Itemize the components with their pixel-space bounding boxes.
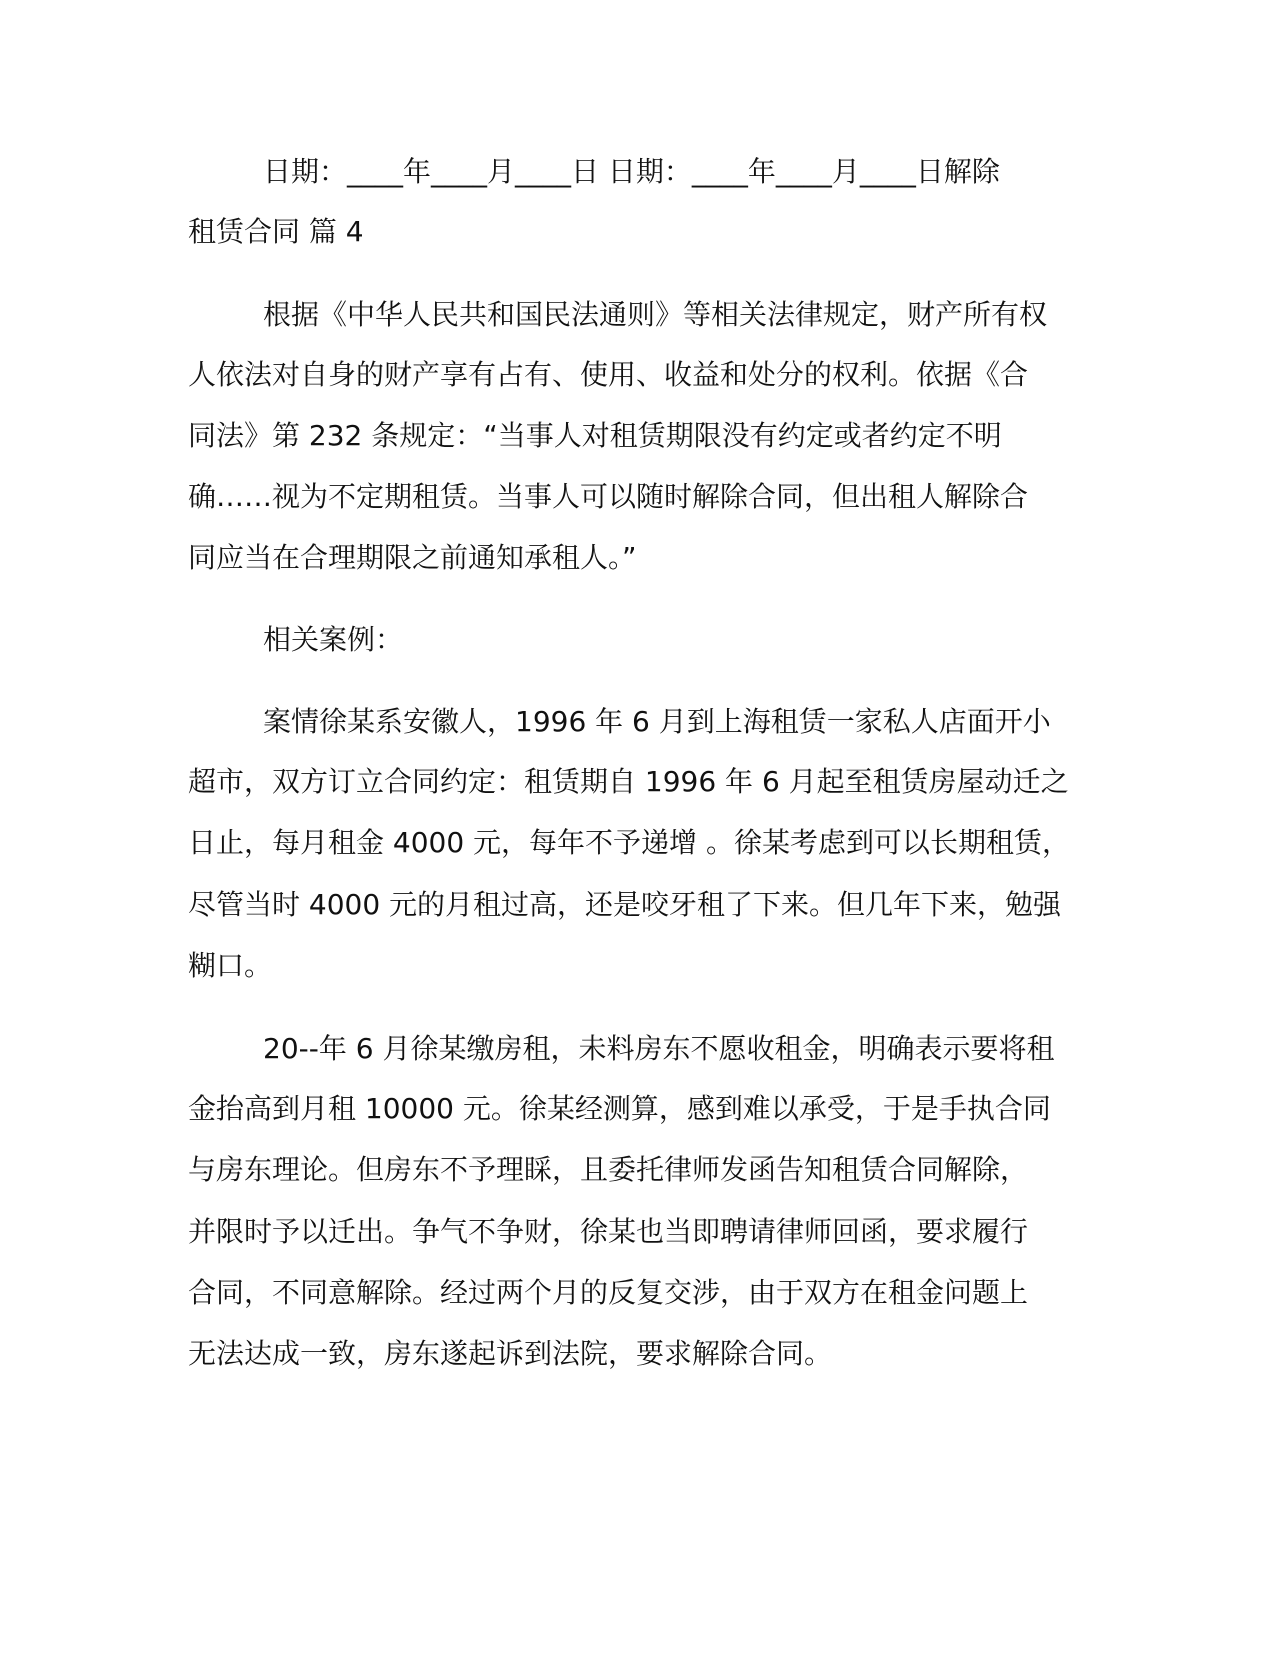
paragraph-legal-basis-line-3: 同法》第 232 条规定：“当事人对租赁期限没有约定或者约定不明	[188, 419, 1002, 452]
paragraph-legal-basis-line-2: 人依法对自身的财产享有占有、使用、收益和处分的权利。依据《合	[188, 358, 1029, 391]
paragraph-dispute-line-1: 20--年 6 月徐某缴房租，未料房东不愿收租金，明确表示要将租	[263, 1032, 1055, 1065]
paragraph-dispute-line-3: 与房东理论。但房东不予理睬，且委托律师发函告知租赁合同解除，	[188, 1153, 1029, 1186]
paragraph-legal-basis-line-1: 根据《中华人民共和国民法通则》等相关法律规定，财产所有权	[263, 298, 1048, 331]
section-heading-line: 租赁合同 篇 4	[188, 215, 364, 248]
paragraph-legal-basis-line-5: 同应当在合理期限之前通知承租人。”	[188, 541, 637, 574]
paragraph-case-line-2: 超市，双方订立合同约定：租赁期自 1996 年 6 月起至租赁房屋动迁之	[188, 765, 1069, 798]
date-signature-line: 日期：____年____月____日 日期：____年____月____日解除	[263, 155, 1000, 188]
paragraph-case-line-5: 糊口。	[188, 949, 273, 982]
paragraph-case-line-1: 案情徐某系安徽人，1996 年 6 月到上海租赁一家私人店面开小	[263, 705, 1051, 738]
paragraph-dispute-line-4: 并限时予以迁出。争气不争财，徐某也当即聘请律师回函，要求履行	[188, 1215, 1029, 1248]
related-cases-heading: 相关案例：	[263, 623, 404, 656]
paragraph-dispute-line-6: 无法达成一致，房东遂起诉到法院，要求解除合同。	[188, 1337, 833, 1370]
paragraph-case-line-3: 日止，每月租金 4000 元，每年不予递增 。徐某考虑到可以长期租赁，	[188, 826, 1070, 859]
paragraph-case-line-4: 尽管当时 4000 元的月租过高，还是咬牙租了下来。但几年下来，勉强	[188, 888, 1062, 921]
paragraph-dispute-line-2: 金抬高到月租 10000 元。徐某经测算，感到难以承受，于是手执合同	[188, 1092, 1051, 1125]
paragraph-legal-basis-line-4: 确……视为不定期租赁。当事人可以随时解除合同，但出租人解除合	[188, 480, 1029, 513]
paragraph-dispute-line-5: 合同，不同意解除。经过两个月的反复交涉，由于双方在租金问题上	[188, 1276, 1029, 1309]
